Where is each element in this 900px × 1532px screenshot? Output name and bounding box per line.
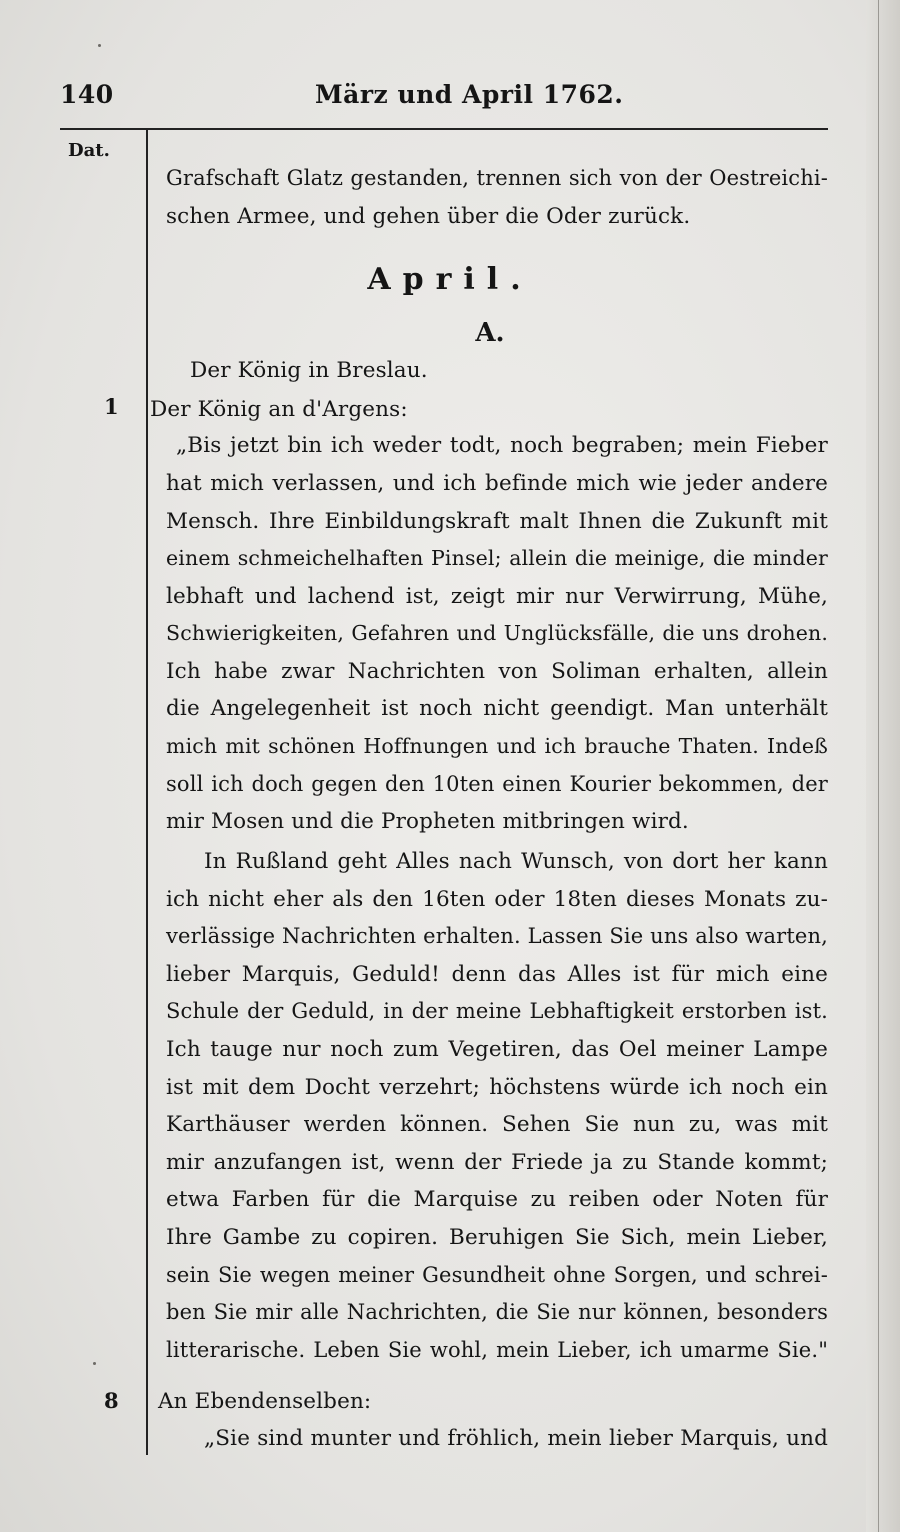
- date-marker-1: 1: [104, 394, 119, 419]
- text-line: ich nicht eher als den 16ten oder 18ten dieses Monats zu-: [166, 887, 828, 912]
- text-line: ist mit dem Docht verzehrt; höchstens würde ich noch ein: [166, 1075, 828, 1100]
- section-heading: Der König in Breslau.: [190, 358, 428, 383]
- text-line: Schwierigkeiten, Gefahren und Unglücksfälle, die uns drohen.: [166, 621, 828, 645]
- text-line: soll ich doch gegen den 10ten einen Kourier bekommen, der: [166, 772, 828, 796]
- text-line: Ihre Gambe zu copiren. Beruhigen Sie Sich, mein Lieber,: [166, 1225, 828, 1250]
- ink-speck: [98, 44, 101, 47]
- text-line: „Sie sind munter und fröhlich, mein lieber Marquis, und: [204, 1426, 828, 1451]
- page-edge-line: [878, 0, 879, 1532]
- date-column-header: Dat.: [68, 140, 110, 161]
- text-line: Mensch. Ihre Einbildungskraft malt Ihnen die Zukunft mit: [166, 509, 828, 534]
- text-line: mir anzufangen ist, wenn der Friede ja zu Stande kommt;: [166, 1150, 828, 1175]
- text-line: verlässige Nachrichten erhalten. Lassen Sie uns also warten,: [166, 924, 828, 948]
- text-line: „Bis jetzt bin ich weder todt, noch begraben; mein Fieber: [176, 433, 828, 458]
- text-line: Karthäuser werden können. Sehen Sie nun zu, was mit: [166, 1112, 828, 1137]
- running-title: März und April 1762.: [315, 80, 624, 109]
- text-line: die Angelegenheit ist noch nicht geendigt. Man unterhält: [166, 696, 828, 721]
- letter-salutation: Der König an d'Argens:: [150, 397, 408, 422]
- text-line: sein Sie wegen meiner Gesundheit ohne Sorgen, und schrei-: [166, 1263, 828, 1287]
- text-line: litterarische. Leben Sie wohl, mein Lieber, ich umarme Sie.": [166, 1338, 828, 1362]
- letter-salutation: An Ebendenselben:: [158, 1389, 372, 1414]
- text-line: Ich tauge nur noch zum Vegetiren, das Oel meiner Lampe: [166, 1037, 828, 1062]
- text-line: mich mit schönen Hoffnungen und ich brauche Thaten. Indeß: [166, 734, 828, 758]
- page-header: [60, 76, 840, 116]
- text-line: schen Armee, und gehen über die Oder zurück.: [166, 204, 691, 229]
- page-number: 140: [60, 80, 114, 109]
- text-line: Schule der Geduld, in der meine Lebhaftigkeit erstorben ist.: [166, 999, 828, 1023]
- text-line: einem schmeichelhaften Pinsel; allein die meinige, die minder: [166, 546, 828, 570]
- text-line: In Rußland geht Alles nach Wunsch, von dort her kann: [204, 849, 828, 874]
- text-line: lebhaft und lachend ist, zeigt mir nur Verwirrung, Mühe,: [166, 584, 828, 609]
- header-rule: [60, 128, 828, 130]
- page-edge-shadow: [866, 0, 900, 1532]
- ink-speck: [93, 1362, 96, 1365]
- text-line: Ich habe zwar Nachrichten von Soliman erhalten, allein: [166, 659, 828, 684]
- text-line: ben Sie mir alle Nachrichten, die Sie nur können, besonders: [166, 1300, 828, 1324]
- text-line: hat mich verlassen, und ich befinde mich wie jeder andere: [166, 471, 828, 496]
- text-line: Grafschaft Glatz gestanden, trennen sich von der Oestreichi-: [166, 166, 828, 190]
- text-line: lieber Marquis, Geduld! denn das Alles ist für mich eine: [166, 962, 828, 987]
- section-title: April.: [367, 262, 533, 297]
- text-line: etwa Farben für die Marquise zu reiben oder Noten für: [166, 1187, 828, 1212]
- text-line: mir Mosen und die Propheten mitbringen wird.: [166, 809, 689, 834]
- date-marker-8: 8: [104, 1388, 119, 1413]
- section-subtitle: A.: [475, 318, 505, 348]
